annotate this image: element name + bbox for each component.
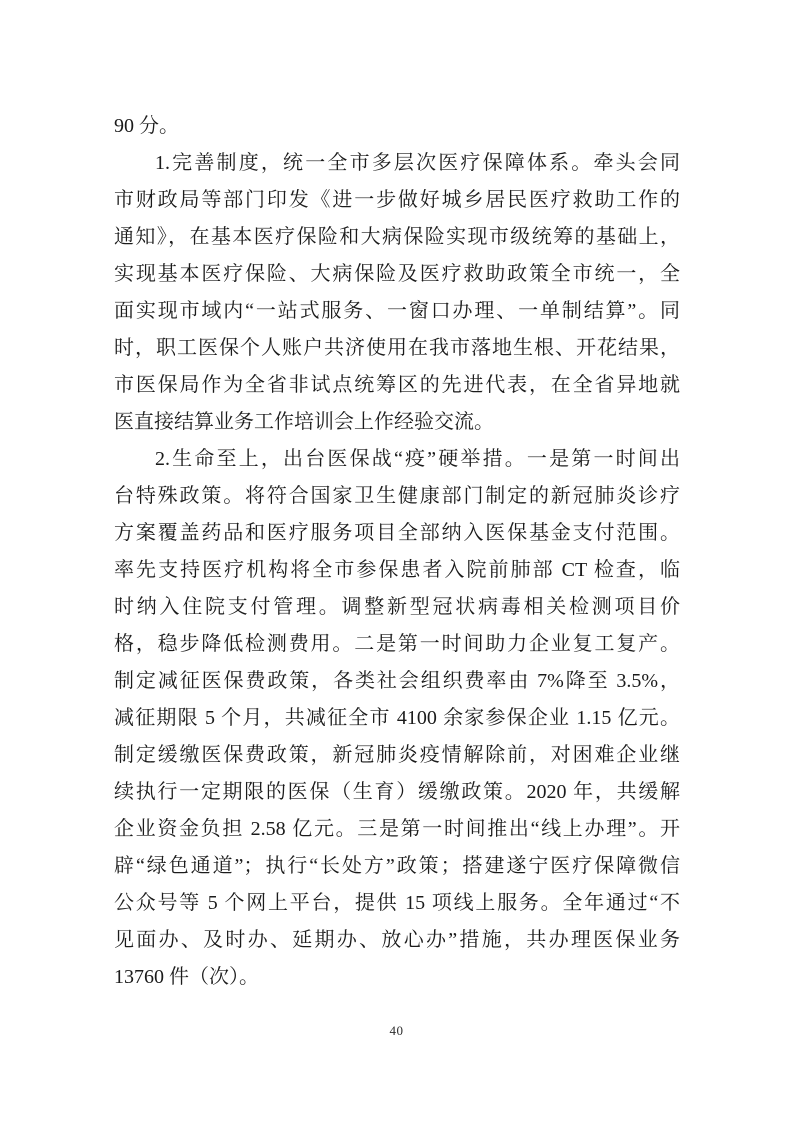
text-line: 方案覆盖药品和医疗服务项目全部纳入医保基金支付范围。 — [114, 522, 680, 544]
page-number: 40 — [389, 1023, 404, 1038]
text-line: 医直接结算业务工作培训会上作经验交流。 — [114, 411, 494, 433]
body-text-block — [114, 108, 680, 996]
text-line: 制定缓缴医保费政策，新冠肺炎疫情解除前，对困难企业继 — [114, 744, 680, 766]
text-line: 面实现市域内“一站式服务、一窗口办理、一单制结算”。同 — [114, 300, 680, 322]
text-line: 13760 件（次）。 — [114, 966, 259, 988]
text-line: 通知》，在基本医疗保险和大病保险实现市级统筹的基础上， — [114, 226, 680, 248]
text-line: 2.生命至上，出台医保战“疫”硬举措。一是第一时间出 — [155, 448, 680, 470]
text-line: 见面办、及时办、延期办、放心办”措施，共办理医保业务 — [114, 929, 680, 951]
text-line: 实现基本医疗保险、大病保险及医疗救助政策全市统一，全 — [114, 263, 680, 285]
text-line: 1.完善制度，统一全市多层次医疗保障体系。牵头会同 — [155, 152, 680, 174]
text-line: 公众号等 5 个网上平台，提供 15 项线上服务。全年通过“不 — [114, 892, 680, 914]
text-line: 制定减征医保费政策，各类社会组织费率由 7%降至 3.5%， — [114, 670, 680, 692]
text-line: 时纳入住院支付管理。调整新型冠状病毒相关检测项目价 — [114, 596, 680, 618]
text-line: 时，职工医保个人账户共济使用在我市落地生根、开花结果， — [114, 337, 680, 359]
text-line: 率先支持医疗机构将全市参保患者入院前肺部 CT 检查，临 — [114, 559, 680, 581]
text-line: 格，稳步降低检测费用。二是第一时间助力企业复工复产。 — [114, 633, 680, 655]
text-line: 续执行一定期限的医保（生育）缓缴政策。2020 年，共缓解 — [114, 781, 680, 803]
text-line: 市医保局作为全省非试点统筹区的先进代表，在全省异地就 — [114, 374, 680, 396]
text-line: 企业资金负担 2.58 亿元。三是第一时间推出“线上办理”。开 — [114, 818, 680, 840]
text-line: 台特殊政策。将符合国家卫生健康部门制定的新冠肺炎诊疗 — [114, 485, 680, 507]
text-line: 市财政局等部门印发《进一步做好城乡居民医疗救助工作的 — [114, 189, 680, 211]
text-line: 辟“绿色通道”；执行“长处方”政策；搭建遂宁医疗保障微信 — [114, 855, 680, 877]
text-line: 减征期限 5 个月，共减征全市 4100 余家参保企业 1.15 亿元。 — [114, 707, 680, 729]
text-line: 90 分。 — [114, 115, 179, 137]
